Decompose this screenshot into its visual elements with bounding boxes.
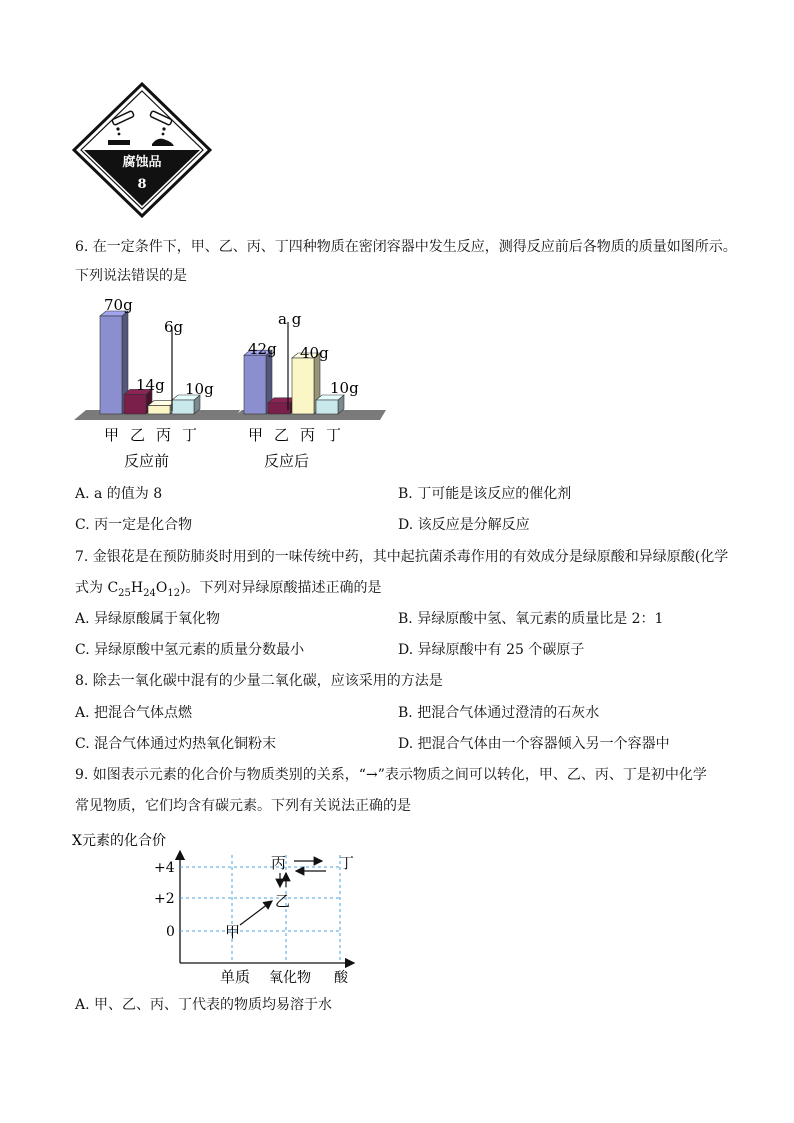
q7-option-a: A. 异绿原酸属于氧化物 [75, 611, 221, 627]
chart-title-after: 反应后 [264, 452, 310, 470]
q6-option-a: A. a 的值为 8 [75, 486, 163, 502]
label-yi-before: 14g [136, 376, 165, 394]
corrosive-hazard-sign [72, 82, 212, 218]
q6-option-b: B. 丁可能是该反应的催化剂 [398, 486, 572, 502]
x-cat-oxide: 氧化物 [269, 970, 311, 986]
label-jia-after: 42g [248, 340, 277, 358]
node-bing: 丙 [271, 854, 287, 872]
q9-stem-line2: 常见物质，它们均含有碳元素。下列有关说法正确的是 [75, 798, 411, 814]
formula-c-count: 25 [118, 587, 131, 599]
cat-yi-before: 乙 [130, 426, 146, 444]
label-ding-after: 10g [330, 379, 359, 397]
q6-stem-line1: 6. 在一定条件下，甲、乙、丙、丁四种物质在密闭容器中发生反应，测得反应前后各物质的质量如图所示。 [75, 239, 737, 255]
cat-jia-after: 甲 [248, 426, 264, 444]
sign-label: 腐蚀品 [122, 155, 162, 170]
chart-title-before: 反应前 [124, 452, 170, 470]
arrow-jia-to-yi [240, 901, 272, 925]
q6-option-d: D. 该反应是分解反应 [398, 517, 530, 533]
y-tick-plus2: +2 [154, 891, 175, 907]
q6-option-c: C. 丙一定是化合物 [75, 517, 193, 533]
cat-jia-before: 甲 [104, 426, 120, 444]
corroded-surface-icon [108, 140, 130, 145]
formula-o-symbol: O [155, 580, 168, 596]
node-jia: 甲 [225, 923, 241, 941]
q7-option-c: C. 异绿原酸中氢元素的质量分数最小 [75, 642, 305, 658]
cat-bing-before: 丙 [156, 426, 172, 444]
cat-bing-after: 丙 [300, 426, 316, 444]
y-tick-zero: 0 [166, 924, 175, 940]
label-yi-after: a g [278, 310, 302, 328]
q8-option-a: A. 把混合气体点燃 [75, 705, 193, 721]
y-tick-plus4: +4 [154, 860, 175, 876]
formula-h-count: 24 [143, 587, 156, 599]
q7-option-d: D. 异绿原酸中有 25 个碳原子 [398, 642, 585, 658]
q7-stem-line2 [75, 578, 382, 604]
cat-ding-before: 丁 [182, 426, 198, 444]
y-axis-title: X元素的化合价 [72, 833, 166, 849]
q7-option-b: B. 异绿原酸中氢、氧元素的质量比是 2：1 [398, 611, 664, 627]
q8-option-c: C. 混合气体通过灼热氧化铜粉末 [75, 736, 277, 752]
q7-suffix: )。下列对异绿原酸描述正确的是 [180, 580, 382, 596]
node-ding: 丁 [339, 854, 355, 872]
q9-option-a: A. 甲、乙、丙、丁代表的物质均易溶于水 [75, 997, 333, 1013]
q9-stem-line1: 9. 如图表示元素的化合价与物质类别的关系，“→”表示物质之间可以转化，甲、乙、丙、丁是初中化学 [75, 767, 707, 783]
x-cat-element: 单质 [220, 968, 251, 986]
label-jia-before: 70g [104, 296, 133, 314]
q8-stem: 8. 除去一氧化碳中混有的少量二氧化碳，应该采用的方法是 [75, 673, 443, 689]
formula-h-symbol: H [130, 580, 144, 596]
node-yi: 乙 [275, 892, 291, 910]
sign-class-number: 8 [137, 177, 147, 192]
q6-stem-line2: 下列说法错误的是 [75, 268, 187, 284]
label-bing-after: 40g [300, 344, 329, 362]
q8-option-d: D. 把混合气体由一个容器倾入另一个容器中 [398, 736, 670, 752]
q7-prefix: 式为 C [75, 580, 119, 596]
q8-option-b: B. 把混合气体通过澄清的石灰水 [398, 705, 600, 721]
cat-ding-after: 丁 [326, 426, 342, 444]
formula-o-count: 12 [167, 587, 181, 599]
mass-bar-chart [74, 290, 394, 475]
cat-yi-after: 乙 [274, 426, 290, 444]
valence-category-diagram [72, 825, 372, 990]
q7-stem-line1: 7. 金银花是在预防肺炎时用到的一味传统中药，其中起抗菌杀毒作用的有效成分是绿原酸和异绿原酸(化学 [75, 549, 729, 565]
x-cat-acid: 酸 [334, 970, 348, 986]
label-ding-before: 10g [185, 380, 214, 398]
label-bing-before: 6g [164, 318, 184, 336]
bar-ding-after [316, 395, 344, 414]
